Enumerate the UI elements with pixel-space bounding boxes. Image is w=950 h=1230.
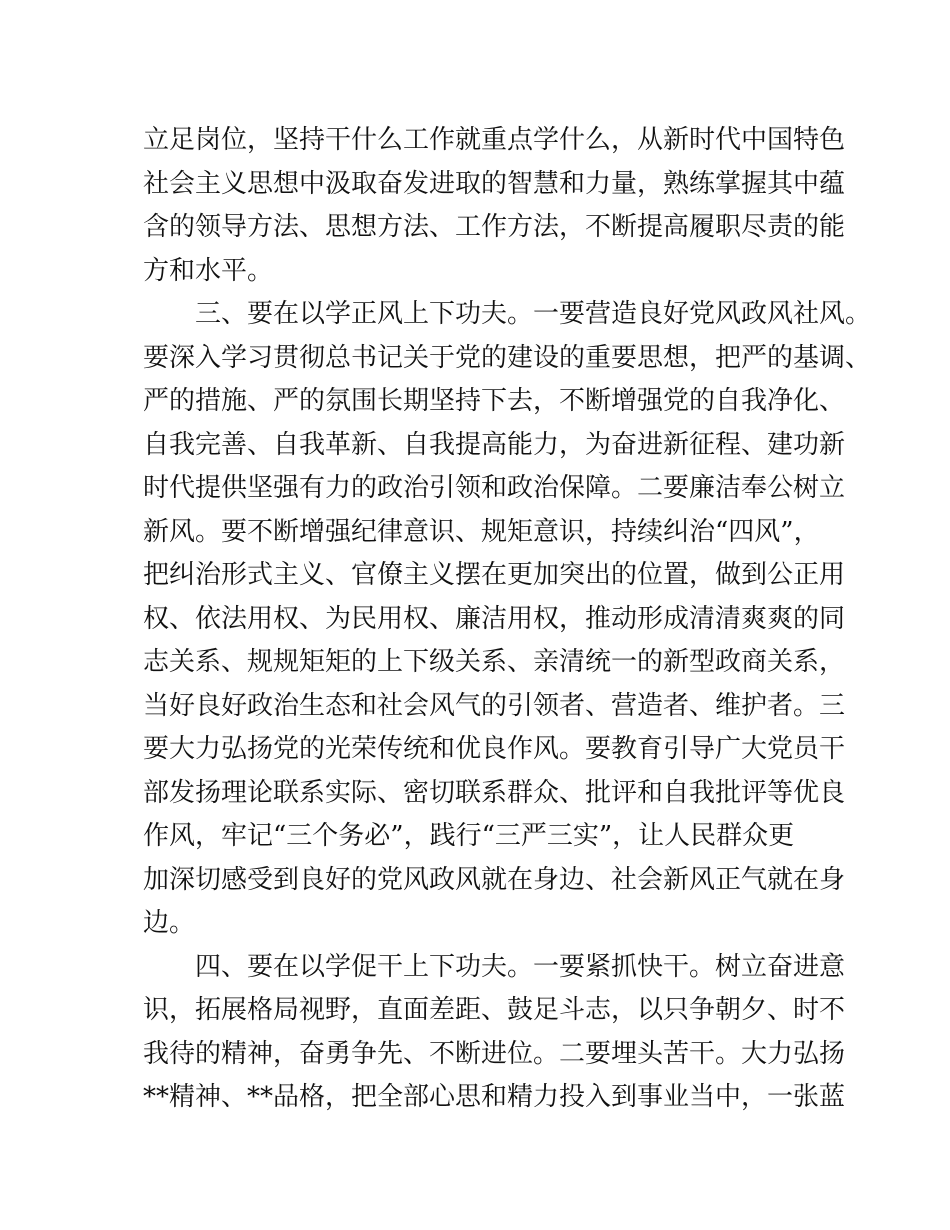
text-line: 自我完善、自我革新、自我提高能力，为奋进新征程、建功新 <box>143 429 846 460</box>
text-line: 部发扬理论联系实际、密切联系群众、批评和自我批评等优良 <box>143 777 846 808</box>
text-line: 要深入学习贯彻总书记关于党的建设的重要思想，把严的基调、 <box>143 342 872 373</box>
text-line: 当好良好政治生态和社会风气的引领者、营造者、维护者。三 <box>143 690 846 721</box>
text-line: 要大力弘扬党的光荣传统和优良作风。要教育引导广大党员干 <box>143 734 846 764</box>
text-line: 方和水平。 <box>143 255 274 286</box>
text-line: 志关系、规规矩矩的上下级关系、亲清统一的新型政商关系， <box>143 647 846 677</box>
text-line: 边。 <box>143 908 196 938</box>
text-line: 作风，牢记“三个务必”，践行“三严三实”，让人民群众更 <box>143 821 795 851</box>
text-line: 立足岗位，坚持干什么工作就重点学什么，从新时代中国特色 <box>143 125 846 155</box>
section-heading-line: 四、要在以学促干上下功夫。一要紧抓快干。树立奋进意 <box>195 951 846 982</box>
text-line: 严的措施、严的氛围长期坚持下去，不断增强党的自我净化、 <box>143 386 846 416</box>
text-line: 含的领导方法、思想方法、工作方法，不断提高履职尽责的能 <box>143 212 846 242</box>
text-line: 权、依法用权、为民用权、廉洁用权，推动形成清清爽爽的同 <box>143 603 846 634</box>
text-line: 时代提供坚强有力的政治引领和政治保障。二要廉洁奉公树立 <box>143 473 846 503</box>
text-line: 社会主义思想中汲取奋发进取的智慧和力量，熟练掌握其中蕴 <box>143 168 846 199</box>
text-line: **精神、**品格，把全部心思和精力投入到事业当中，一张蓝 <box>143 1082 846 1112</box>
body-text <box>143 119 872 1120</box>
text-line: 新风。要不断增强纪律意识、规矩意识，持续纠治“四风”， <box>143 516 820 547</box>
text-line: 把纠治形式主义、官僚主义摆在更加突出的位置，做到公正用 <box>143 560 846 590</box>
section-heading-line: 三、要在以学正风上下功夫。一要营造良好党风政风社风。 <box>195 299 872 329</box>
text-line: 加深切感受到良好的党风政风就在身边、社会新风正气就在身 <box>143 864 846 895</box>
text-line: 识，拓展格局视野，直面差距、鼓足斗志，以只争朝夕、时不 <box>143 995 846 1025</box>
text-line: 我待的精神，奋勇争先、不断进位。二要埋头苦干。大力弘扬 <box>143 1038 846 1069</box>
